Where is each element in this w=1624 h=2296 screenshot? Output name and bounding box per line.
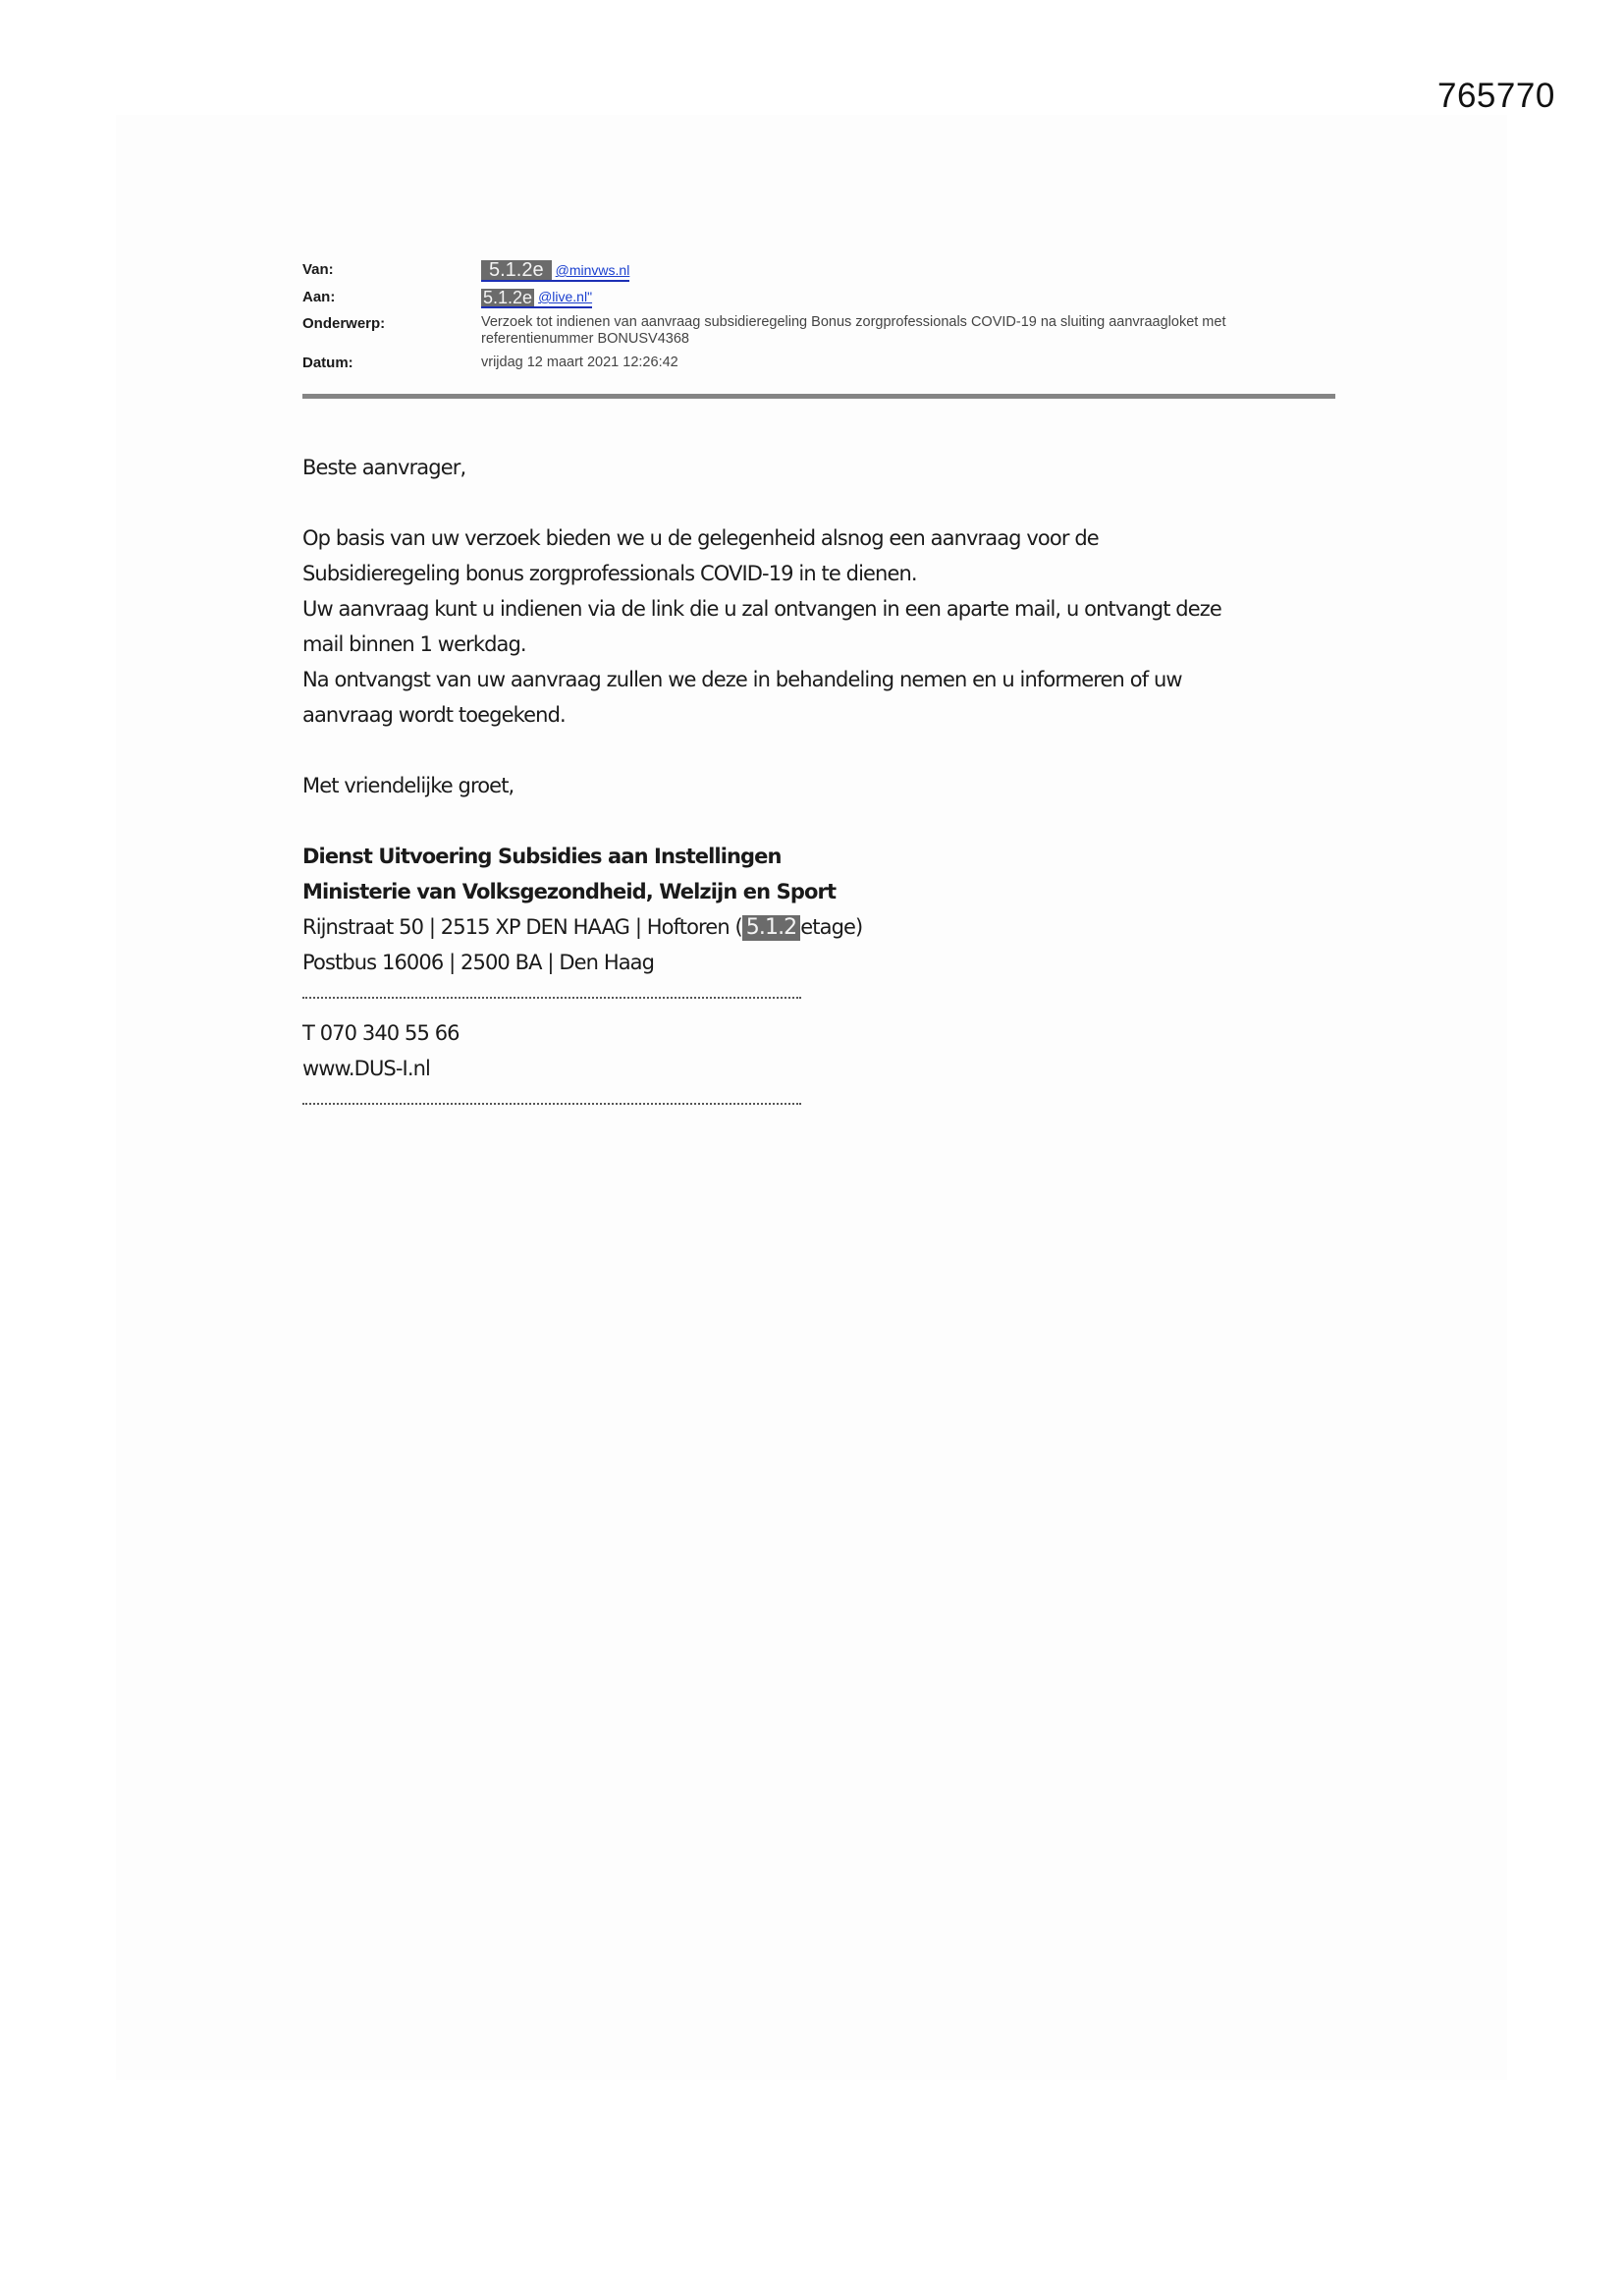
header-divider bbox=[302, 394, 1335, 399]
document-number: 765770 bbox=[1437, 77, 1555, 115]
date-row bbox=[302, 354, 1333, 372]
date-value: vrijdag 12 maart 2021 12:26:42 bbox=[481, 355, 678, 370]
subject-row bbox=[302, 314, 1333, 348]
greeting: Beste aanvrager, bbox=[302, 456, 466, 479]
dotted-separator bbox=[302, 997, 801, 999]
signature-phone: T 070 340 55 66 bbox=[302, 1021, 460, 1045]
spacer bbox=[302, 803, 1343, 839]
date-label: Datum: bbox=[302, 355, 353, 371]
body-line: aanvraag wordt toegekend. bbox=[302, 703, 566, 727]
redaction-block: 5.1.2e bbox=[483, 288, 533, 307]
from-row bbox=[302, 260, 1333, 282]
redaction-block: 5.1.2 bbox=[742, 915, 800, 941]
spacer bbox=[302, 733, 1343, 768]
from-email-link[interactable]: @minvws.nl bbox=[555, 262, 630, 278]
subject-label: Onderwerp: bbox=[302, 315, 386, 332]
signature-postbus: Postbus 16006 | 2500 BA | Den Haag bbox=[302, 951, 655, 974]
body-line: Uw aanvraag kunt u indienen via de link die u zal ontvangen in een aparte mail, u ontvangt deze bbox=[302, 597, 1221, 621]
email-header bbox=[302, 260, 1333, 378]
subject-value: Verzoek tot indienen van aanvraag subsidieregeling Bonus zorgprofessionals COVID-19 na sluiting aanvraagloket met referentienummer BONUSV4368 bbox=[481, 314, 1226, 347]
signature-address bbox=[302, 909, 1343, 945]
signature-website-link[interactable]: www.DUS-I.nl bbox=[302, 1057, 430, 1080]
signature-org-line: Dienst Uitvoering Subsidies aan Instellingen bbox=[302, 845, 782, 868]
signature-ministry-line: Ministerie van Volksgezondheid, Welzijn en Sport bbox=[302, 880, 837, 903]
to-row bbox=[302, 288, 1333, 308]
redaction-block: 5.1.2e bbox=[481, 260, 552, 280]
dotted-separator bbox=[302, 1103, 801, 1105]
to-label: Aan: bbox=[302, 289, 336, 305]
email-body bbox=[302, 450, 1343, 1121]
from-label: Van: bbox=[302, 261, 334, 278]
to-value bbox=[481, 288, 592, 308]
to-email-link[interactable]: @live.nl" bbox=[538, 289, 593, 304]
body-line: Subsidieregeling bonus zorgprofessionals COVID-19 in te dienen. bbox=[302, 562, 917, 585]
body-line: mail binnen 1 werkdag. bbox=[302, 632, 526, 656]
body-line: Na ontvangst van uw aanvraag zullen we deze in behandeling nemen en u informeren of uw bbox=[302, 668, 1182, 691]
from-value bbox=[481, 260, 629, 282]
address-text: Rijnstraat 50 | 2515 XP DEN HAAG | Hoftoren ( bbox=[302, 915, 742, 939]
spacer bbox=[302, 485, 1343, 520]
closing: Met vriendelijke groet, bbox=[302, 774, 514, 797]
address-text-suffix: etage) bbox=[800, 915, 863, 939]
signature-block bbox=[302, 839, 1343, 1105]
body-line: Op basis van uw verzoek bieden we u de gelegenheid alsnog een aanvraag voor de bbox=[302, 526, 1099, 550]
